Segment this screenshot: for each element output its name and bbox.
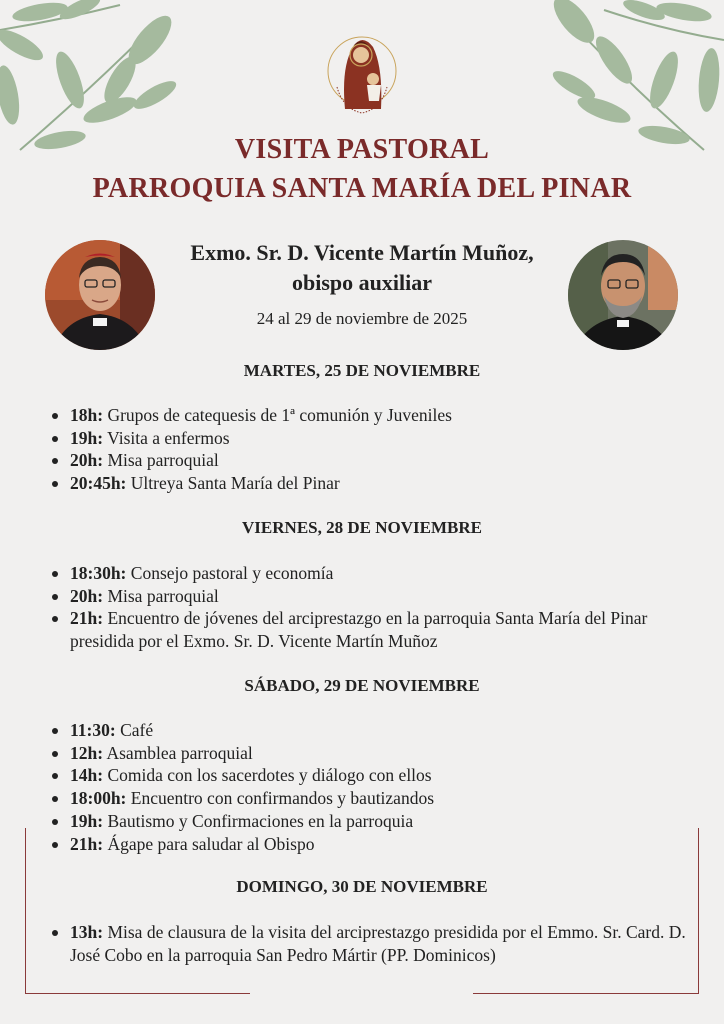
- parish-name-title: PARROQUIA SANTA MARÍA DEL PINAR: [92, 173, 632, 204]
- day-heading-sunday: DOMINGO, 30 DE NOVIEMBRE: [236, 877, 488, 896]
- event-text: Misa parroquial: [103, 450, 219, 471]
- visit-dates: 24 al 29 de noviembre de 2025: [256, 309, 468, 328]
- event-list-tuesday: [48, 404, 688, 495]
- event-text: Misa de clausura de la visita del arciprestazgo presidida por el Emmo. Sr. Card. D. José Cobo en la parroquia San Pedro Mártir (PP. Dominicos): [70, 922, 686, 965]
- list-item: [48, 607, 688, 652]
- list-item: [48, 449, 688, 472]
- event-time: 21h:: [70, 833, 104, 854]
- priest-portrait: [568, 240, 678, 350]
- event-time: 19h:: [70, 810, 104, 831]
- event-list-friday: [48, 562, 688, 653]
- frame-line-right: [698, 828, 699, 994]
- event-text: Bautismo y Confirmaciones en la parroquia: [103, 810, 414, 831]
- parish-logo: [323, 27, 401, 119]
- event-time: 13h:: [70, 922, 104, 942]
- bishop-name-line1: Exmo. Sr. D. Vicente Martín Muñoz,: [190, 240, 534, 265]
- event-text: Asamblea parroquial: [103, 742, 253, 763]
- frame-line-bottom-left: [25, 993, 250, 994]
- event-text: Comida con los sacerdotes y diálogo con ellos: [103, 765, 432, 786]
- event-text: Ultreya Santa María del Pinar: [126, 473, 340, 494]
- event-time: 19h:: [70, 427, 104, 448]
- event-time: 14h:: [70, 765, 104, 786]
- list-item: [48, 472, 688, 495]
- bishop-name: [150, 238, 574, 298]
- list-item: [48, 585, 688, 608]
- frame-line-left: [25, 828, 26, 994]
- event-time: 12h:: [70, 742, 104, 763]
- bishop-portrait: [45, 240, 155, 350]
- list-item: [48, 810, 688, 833]
- day-heading-saturday: SÁBADO, 29 DE NOVIEMBRE: [244, 676, 480, 695]
- list-item: [48, 719, 688, 742]
- event-time: 20h:: [70, 585, 104, 606]
- event-text: Visita a enfermos: [103, 427, 230, 448]
- day-heading-friday: VIERNES, 28 DE NOVIEMBRE: [242, 518, 482, 537]
- event-text: Grupos de catequesis de 1ª comunión y Juveniles: [103, 405, 452, 425]
- event-time: 18:00h:: [70, 788, 127, 809]
- list-item: [48, 742, 688, 765]
- list-item: [48, 427, 688, 450]
- day-heading-tuesday: MARTES, 25 DE NOVIEMBRE: [243, 361, 481, 380]
- page-title: VISITA PASTORAL: [234, 134, 490, 165]
- event-time: 21h:: [70, 608, 104, 629]
- frame-line-bottom-right: [473, 993, 699, 994]
- list-item: [48, 787, 688, 810]
- event-text: Consejo pastoral y economía: [126, 563, 334, 583]
- event-text: Encuentro con confirmandos y bautizandos: [126, 788, 435, 809]
- list-item: [48, 404, 688, 427]
- event-text: Ágape para saludar al Obispo: [103, 833, 315, 854]
- event-time: 20h:: [70, 450, 104, 471]
- event-text: Café: [115, 720, 154, 740]
- event-text: Encuentro de jóvenes del arciprestazgo en la parroquia Santa María del Pinar presidida por el Exmo. Sr. D. Vicente Martín Muñoz: [70, 608, 648, 652]
- event-time: 18h:: [70, 405, 104, 425]
- event-list-sunday: [48, 921, 688, 966]
- event-time: 20:45h:: [70, 473, 127, 494]
- event-time: 11:30:: [70, 720, 116, 740]
- event-list-saturday: [48, 719, 688, 855]
- event-text: Misa parroquial: [103, 585, 219, 606]
- list-item: [48, 764, 688, 787]
- list-item: [48, 833, 688, 856]
- bishop-name-line2: obispo auxiliar: [292, 270, 432, 295]
- list-item: [48, 562, 688, 585]
- list-item: [48, 921, 688, 966]
- event-time: 18:30h:: [70, 563, 127, 583]
